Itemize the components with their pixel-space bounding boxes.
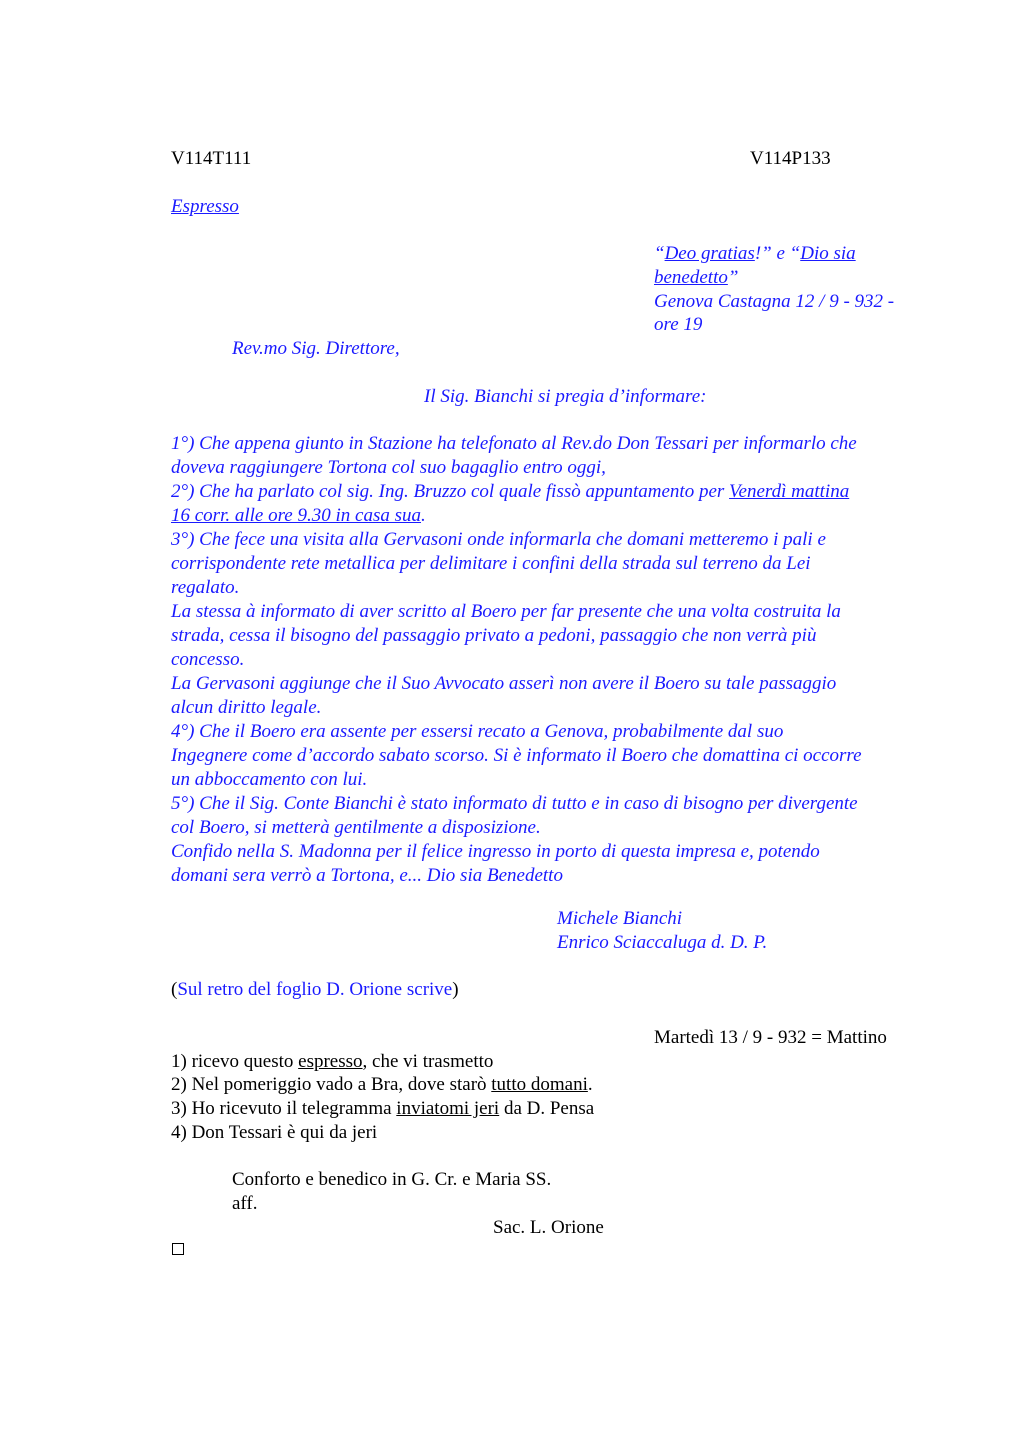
body-line: 3°) Che fece una visita alla Gervasoni onde informarla che domani metteremo i pali e [171, 529, 826, 550]
body-line: Confido nella S. Madonna per il felice ingresso in porto di questa impresa e, potendo [171, 841, 820, 862]
item-text: . [587, 1074, 593, 1095]
body-line: strada, cessa il bisogno del passaggio privato a pedoni, passaggio che non verrà più [171, 625, 817, 646]
signature-bianchi: Michele Bianchi [557, 908, 683, 929]
retro-note [171, 978, 459, 1002]
body-line: concesso. [171, 649, 245, 670]
body-line: col Boero, si metterà gentilmente a disposizione. [171, 817, 541, 838]
body-line: un abboccamento con lui. [171, 769, 368, 790]
retro-open-paren: ( [171, 979, 178, 1000]
deo-gratias: Deo gratias [664, 243, 755, 264]
item-underlined: tutto domani [491, 1074, 588, 1095]
item-underlined: inviatomi jeri [396, 1098, 500, 1119]
item-text: 1) ricevo questo [171, 1051, 299, 1072]
orione-item-3 [171, 1097, 594, 1121]
body-line: doveva raggiungere Tortona col suo bagaglio entro oggi, [171, 457, 606, 478]
body-line [171, 504, 931, 528]
quote-mid: !” e “ [754, 243, 801, 264]
retro-text: Sul retro del foglio D. Orione scrive [177, 979, 453, 1000]
body-text: 2°) Che ha parlato col sig. Ing. Bruzzo col quale fissò appuntamento per [171, 481, 730, 502]
checkbox-square-icon [172, 1243, 184, 1255]
orione-item-4: 4) Don Tessari è qui da jeri [171, 1122, 378, 1143]
item-text: 2) Nel pomeriggio vado a Bra, dove starò [171, 1074, 492, 1095]
closing-line: Conforto e benedico in G. Cr. e Maria SS. [232, 1169, 552, 1190]
orione-item-1 [171, 1050, 493, 1074]
appointment-underlined: 16 corr. alle ore 9.30 in casa sua [171, 505, 421, 526]
close-quote: ” [727, 267, 739, 288]
body-line: Ingegnere come d’accordo sabato scorso. Si è informato il Boero che domattina ci occorre [171, 745, 862, 766]
letter-body [171, 432, 931, 888]
item-text: , che vi trasmetto [362, 1051, 494, 1072]
body-line: 5°) Che il Sig. Conte Bianchi è stato informato di tutto e in caso di bisogno per divergente [171, 793, 858, 814]
place-date: Genova Castagna 12 / 9 - 932 - [654, 291, 895, 312]
date-block-line1 [654, 242, 856, 266]
body-line [171, 480, 931, 504]
body-line: domani sera verrò a Tortona, e... Dio sia Benedetto [171, 865, 563, 886]
benedetto: benedetto [654, 267, 728, 288]
body-line: corrispondente rete metallica per delimitare i confini della strada sul terreno da Lei [171, 553, 811, 574]
espresso-label: Espresso [171, 196, 239, 217]
retro-close-paren: ) [452, 979, 459, 1000]
body-text: . [420, 505, 426, 526]
intro-line: Il Sig. Bianchi si pregia d’informare: [424, 386, 707, 407]
appointment-underlined: Venerdì mattina [729, 481, 850, 502]
body-line: La stessa à informato di aver scritto al Boero per far presente che una volta costruita la [171, 601, 841, 622]
orione-signature: Sac. L. Orione [493, 1217, 604, 1238]
dio-sia: Dio sia [800, 243, 856, 264]
open-quote: “ [654, 243, 665, 264]
orione-date: Martedì 13 / 9 - 932 = Mattino [654, 1027, 887, 1048]
document-code-left: V114T111 [171, 148, 252, 169]
body-line: La Gervasoni aggiunge che il Suo Avvocato asserì non avere il Boero su tale passaggio [171, 673, 837, 694]
item-underlined: espresso [298, 1051, 363, 1072]
date-block-line2 [654, 266, 738, 290]
item-text: da D. Pensa [499, 1098, 595, 1119]
document-code-right: V114P133 [750, 148, 831, 169]
salutation: Rev.mo Sig. Direttore, [232, 338, 400, 359]
signature-sciaccaluga: Enrico Sciaccaluga d. D. P. [557, 932, 768, 953]
orione-item-2 [171, 1073, 593, 1097]
time: ore 19 [654, 314, 703, 335]
body-line: 4°) Che il Boero era assente per essersi recato a Genova, probabilmente dal suo [171, 721, 784, 742]
body-line: alcun diritto legale. [171, 697, 322, 718]
item-text: 3) Ho ricevuto il telegramma [171, 1098, 397, 1119]
body-line: 1°) Che appena giunto in Stazione ha telefonato al Rev.do Don Tessari per informarlo che [171, 433, 857, 454]
closing-aff: aff. [232, 1193, 258, 1214]
body-line: regalato. [171, 577, 240, 598]
